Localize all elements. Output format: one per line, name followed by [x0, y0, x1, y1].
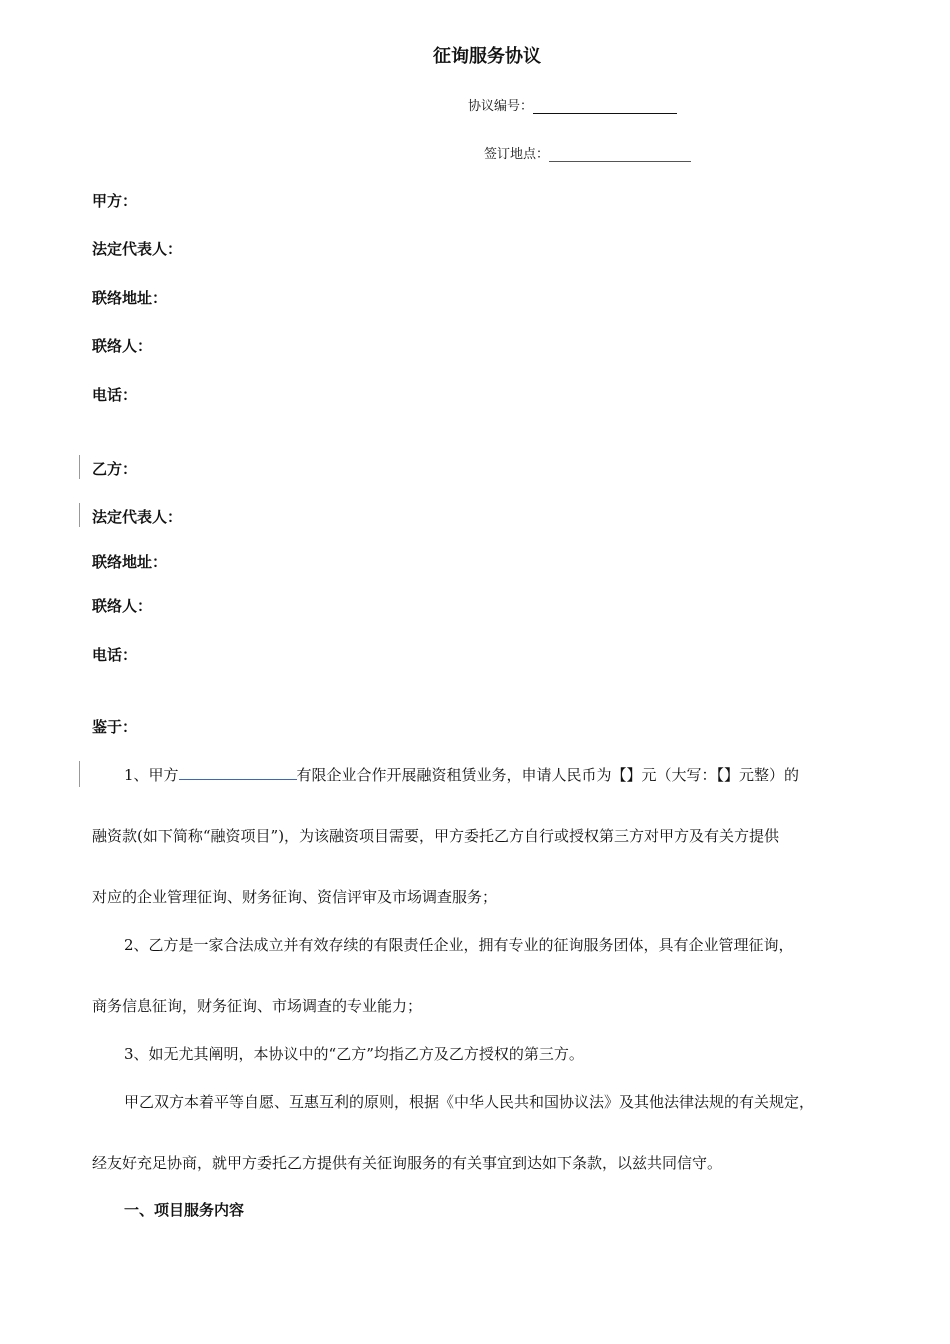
party-a-contact: 联络人： [92, 337, 153, 355]
principle-line-1: 甲乙双方本着平等自愿、互惠互利的原则，根据《中华人民共和国协议法》及其他法律法规的有关规定， [124, 1093, 815, 1111]
clause-2-line-1: 2、乙方是一家合法成立并有效存续的有限责任企业，拥有专业的征询服务团体，具有企业管理征询， [124, 936, 794, 954]
party-a-label: 甲方： [92, 192, 138, 210]
party-a-address: 联络地址： [92, 289, 168, 307]
party-b-legal-rep: 法定代表人： [92, 508, 183, 526]
revision-marker [79, 455, 80, 479]
clause-1-rest: 有限企业合作开展融资租赁业务，申请人民币为【】元（大写：【】元整）的 [296, 766, 800, 784]
revision-marker [79, 503, 80, 527]
clause-1-line-1 [124, 764, 799, 785]
agreement-number-label: 协议编号： [468, 99, 534, 114]
party-a-phone: 电话： [92, 386, 138, 404]
clause-2-line-2: 商务信息征询，财务征询、市场调查的专业能力； [92, 997, 423, 1015]
whereas-label: 鉴于： [92, 718, 138, 736]
principle-line-2: 经友好充足协商，就甲方委托乙方提供有关征询服务的有关事宜到达如下条款，以兹共同信守。 [92, 1154, 723, 1172]
signing-place-blank[interactable] [549, 149, 691, 162]
agreement-number-blank[interactable] [533, 101, 677, 114]
party-b-label: 乙方： [92, 460, 138, 478]
agreement-number-row [468, 95, 677, 114]
signing-place-label: 签订地点： [484, 147, 550, 162]
party-b-address: 联络地址： [92, 553, 168, 571]
section-1-heading: 一、项目服务内容 [124, 1201, 245, 1219]
clause-1-prefix: 1、甲方 [124, 766, 179, 784]
clause-1-line-3: 对应的企业管理征询、财务征询、资信评审及市场调查服务； [92, 888, 498, 906]
party-b-contact: 联络人： [92, 597, 153, 615]
signing-place-row [484, 143, 691, 162]
party-b-phone: 电话： [92, 646, 138, 664]
partner-name-blank[interactable] [179, 765, 297, 780]
clause-1-line-2: 融资款(如下简称“融资项目”)，为该融资项目需要，甲方委托乙方自行或授权第三方对甲方及有关方提供 [92, 827, 780, 845]
document-title: 征询服务协议 [433, 46, 541, 67]
revision-marker [79, 761, 80, 787]
clause-3: 3、如无尤其阐明，本协议中的“乙方”均指乙方及乙方授权的第三方。 [124, 1045, 584, 1063]
party-a-legal-rep: 法定代表人： [92, 240, 183, 258]
